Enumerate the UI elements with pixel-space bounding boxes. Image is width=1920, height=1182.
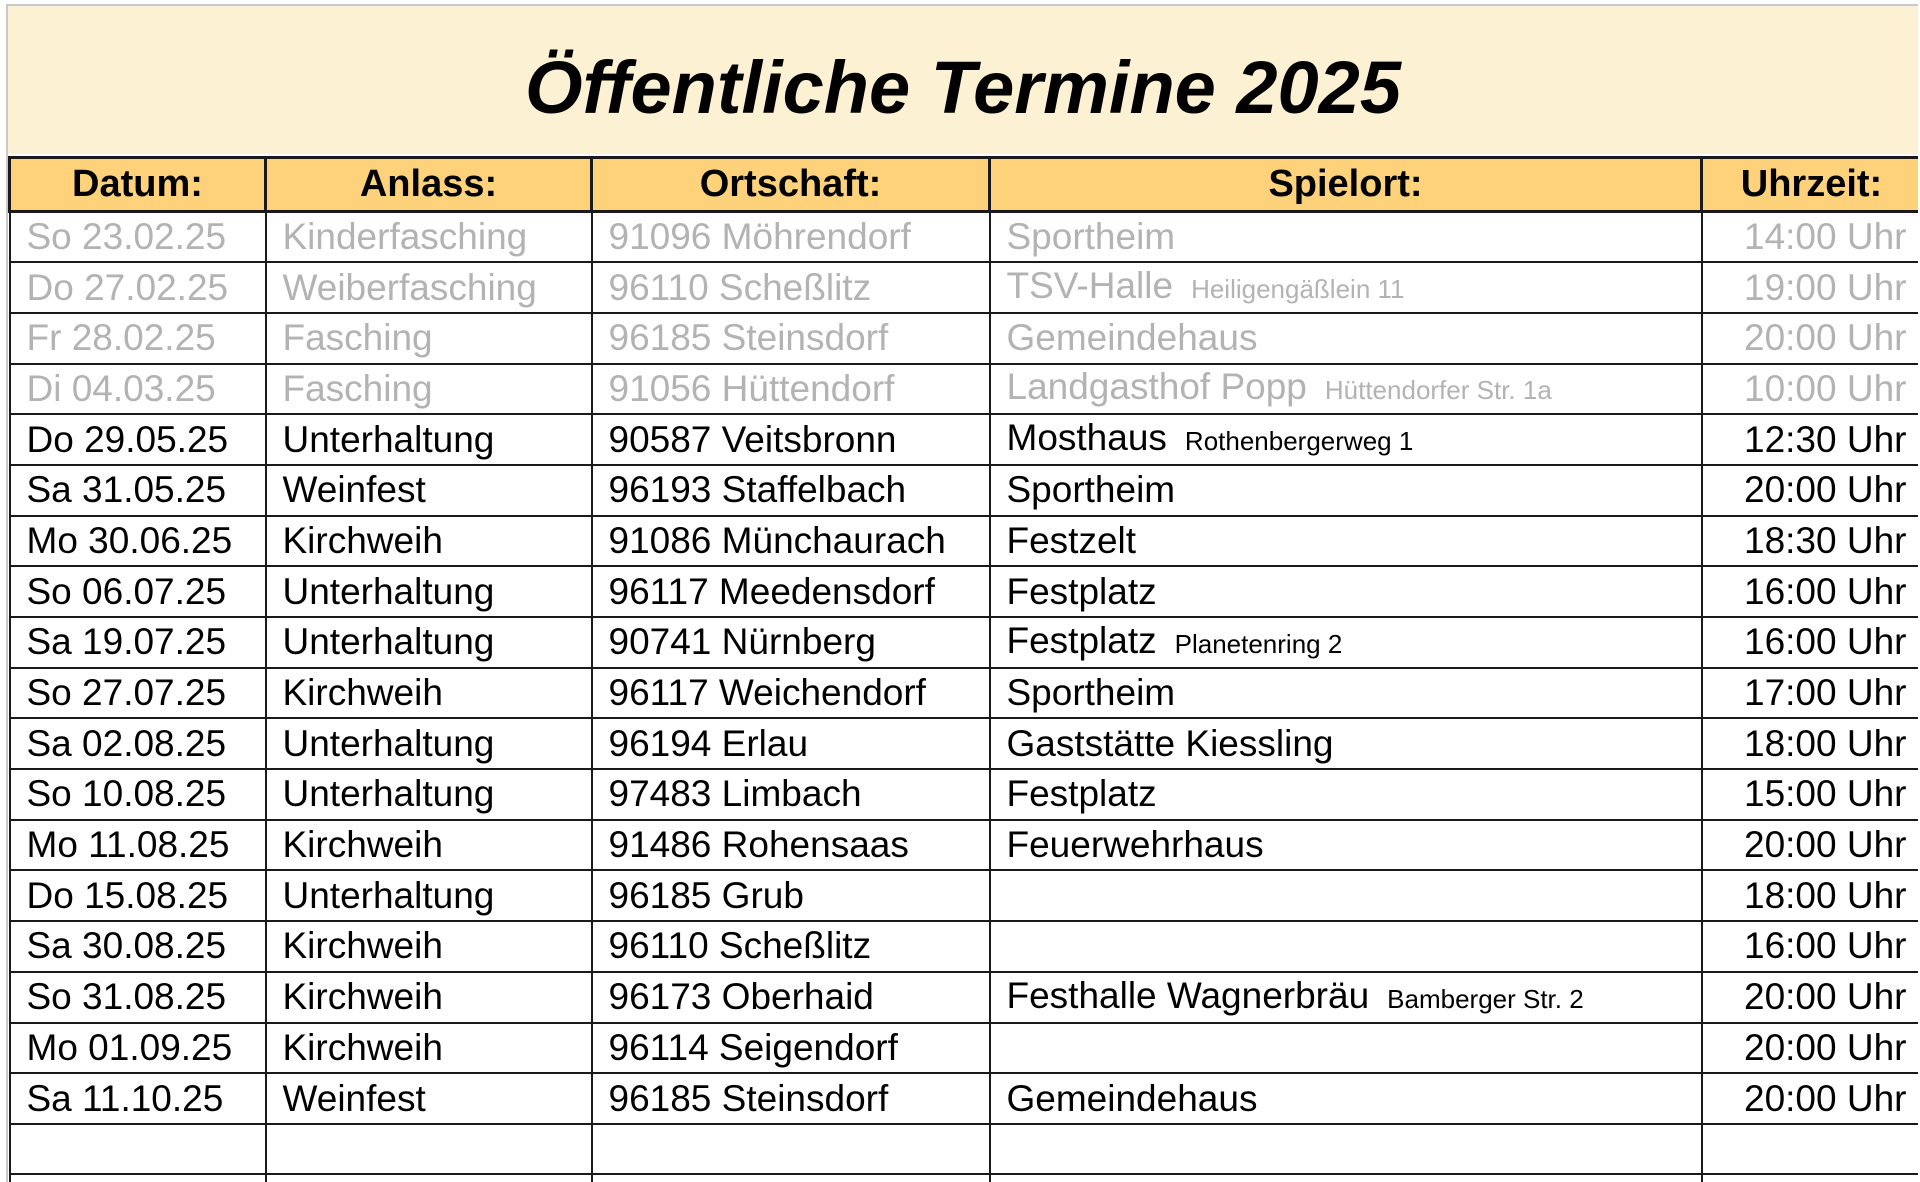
table-row bbox=[10, 668, 1919, 719]
cell-anlass: Unterhaltung bbox=[266, 414, 592, 465]
page-title: Öffentliche Termine 2025 bbox=[524, 46, 1401, 129]
table-row bbox=[10, 1023, 1919, 1074]
cell-datum: Do 29.05.25 bbox=[10, 414, 266, 465]
spielort-name: Sportheim bbox=[1006, 469, 1176, 511]
table-row bbox=[10, 516, 1919, 567]
cell-uhrzeit: 17:00 Uhr bbox=[1702, 668, 1919, 719]
cell-uhrzeit: 15:00 Uhr bbox=[1702, 769, 1919, 820]
empty-cell bbox=[592, 1124, 990, 1174]
cell-anlass: Kirchweih bbox=[266, 1023, 592, 1074]
cell-uhrzeit: 18:30 Uhr bbox=[1702, 516, 1919, 567]
spielort-name: Festplatz bbox=[1006, 619, 1157, 661]
cell-spielort bbox=[990, 262, 1702, 313]
cell-spielort bbox=[990, 516, 1702, 567]
cell-spielort bbox=[990, 820, 1702, 871]
cell-anlass: Weinfest bbox=[266, 1073, 592, 1124]
cell-spielort bbox=[990, 972, 1702, 1023]
empty-cell bbox=[1702, 1124, 1919, 1174]
cell-ortschaft: 91056 Hüttendorf bbox=[592, 364, 990, 415]
spielort-name: Festplatz bbox=[1006, 773, 1157, 815]
cell-ortschaft: 91096 Möhrendorf bbox=[592, 212, 990, 263]
header-uhrzeit: Uhrzeit: bbox=[1702, 158, 1919, 212]
cell-anlass: Weinfest bbox=[266, 465, 592, 516]
title-band bbox=[8, 6, 1918, 154]
spielort-name: Festzelt bbox=[1006, 519, 1137, 561]
empty-cell bbox=[266, 1124, 592, 1174]
cell-anlass: Unterhaltung bbox=[266, 566, 592, 617]
cell-uhrzeit: 18:00 Uhr bbox=[1702, 870, 1919, 921]
empty-cell bbox=[10, 1174, 266, 1182]
cell-datum: Di 04.03.25 bbox=[10, 364, 266, 415]
spielort-name: Gemeindehaus bbox=[1006, 1077, 1258, 1119]
cell-anlass: Kirchweih bbox=[266, 921, 592, 972]
cell-anlass: Unterhaltung bbox=[266, 617, 592, 668]
cell-anlass: Kinderfasching bbox=[266, 212, 592, 263]
cell-uhrzeit: 16:00 Uhr bbox=[1702, 617, 1919, 668]
header-ortschaft: Ortschaft: bbox=[592, 158, 990, 212]
cell-uhrzeit: 19:00 Uhr bbox=[1702, 262, 1919, 313]
table-row bbox=[10, 313, 1919, 364]
cell-ortschaft: 97483 Limbach bbox=[592, 769, 990, 820]
cell-spielort bbox=[990, 313, 1702, 364]
cell-datum: So 27.07.25 bbox=[10, 668, 266, 719]
table-row bbox=[10, 870, 1919, 921]
cell-spielort bbox=[990, 617, 1702, 668]
cell-anlass: Kirchweih bbox=[266, 668, 592, 719]
cell-ortschaft: 96185 Steinsdorf bbox=[592, 1073, 990, 1124]
cell-uhrzeit: 20:00 Uhr bbox=[1702, 465, 1919, 516]
cell-spielort bbox=[990, 414, 1702, 465]
empty-cell bbox=[592, 1174, 990, 1182]
cell-anlass: Unterhaltung bbox=[266, 769, 592, 820]
cell-datum: So 31.08.25 bbox=[10, 972, 266, 1023]
empty-cell bbox=[266, 1174, 592, 1182]
cell-datum: So 10.08.25 bbox=[10, 769, 266, 820]
schedule-sheet bbox=[6, 4, 1918, 1182]
spielort-name: Mosthaus bbox=[1006, 417, 1167, 459]
cell-datum: Do 27.02.25 bbox=[10, 262, 266, 313]
table-row bbox=[10, 769, 1919, 820]
schedule-table bbox=[8, 156, 1918, 1182]
cell-ortschaft: 96117 Meedensdorf bbox=[592, 566, 990, 617]
cell-spielort bbox=[990, 668, 1702, 719]
table-row bbox=[10, 212, 1919, 263]
cell-anlass: Fasching bbox=[266, 313, 592, 364]
table-row bbox=[10, 972, 1919, 1023]
table-row bbox=[10, 718, 1919, 769]
table-row bbox=[10, 364, 1919, 415]
table-row bbox=[10, 262, 1919, 313]
spielort-name: Sportheim bbox=[1006, 216, 1176, 258]
table-row bbox=[10, 921, 1919, 972]
schedule-body bbox=[10, 212, 1919, 1182]
cell-datum: Sa 11.10.25 bbox=[10, 1073, 266, 1124]
empty-cell bbox=[10, 1124, 266, 1174]
cell-spielort bbox=[990, 364, 1702, 415]
empty-cell bbox=[990, 1124, 1702, 1174]
cell-datum: Sa 31.05.25 bbox=[10, 465, 266, 516]
cell-ortschaft: 96110 Scheßlitz bbox=[592, 262, 990, 313]
cell-datum: Do 15.08.25 bbox=[10, 870, 266, 921]
spielort-name: Festplatz bbox=[1006, 570, 1157, 612]
cell-anlass: Fasching bbox=[266, 364, 592, 415]
empty-row bbox=[10, 1174, 1919, 1182]
cell-uhrzeit: 16:00 Uhr bbox=[1702, 566, 1919, 617]
empty-row bbox=[10, 1124, 1919, 1174]
cell-spielort bbox=[990, 921, 1702, 972]
cell-ortschaft: 90587 Veitsbronn bbox=[592, 414, 990, 465]
cell-ortschaft: 96114 Seigendorf bbox=[592, 1023, 990, 1074]
cell-uhrzeit: 12:30 Uhr bbox=[1702, 414, 1919, 465]
table-row bbox=[10, 617, 1919, 668]
cell-spielort bbox=[990, 870, 1702, 921]
cell-ortschaft: 96193 Staffelbach bbox=[592, 465, 990, 516]
cell-ortschaft: 96185 Grub bbox=[592, 870, 990, 921]
cell-ortschaft: 96173 Oberhaid bbox=[592, 972, 990, 1023]
cell-anlass: Weiberfasching bbox=[266, 262, 592, 313]
cell-spielort bbox=[990, 212, 1702, 263]
table-row bbox=[10, 820, 1919, 871]
cell-uhrzeit: 16:00 Uhr bbox=[1702, 921, 1919, 972]
cell-uhrzeit: 20:00 Uhr bbox=[1702, 313, 1919, 364]
header-anlass: Anlass: bbox=[266, 158, 592, 212]
spielort-name: Sportheim bbox=[1006, 672, 1176, 714]
cell-datum: So 23.02.25 bbox=[10, 212, 266, 263]
spielort-address: Heiligengäßlein 11 bbox=[1191, 274, 1405, 305]
cell-spielort bbox=[990, 769, 1702, 820]
header-row bbox=[10, 158, 1919, 212]
spielort-name: TSV-Halle bbox=[1006, 265, 1174, 307]
spielort-name: Feuerwehrhaus bbox=[1006, 824, 1264, 866]
cell-anlass: Kirchweih bbox=[266, 972, 592, 1023]
cell-uhrzeit: 20:00 Uhr bbox=[1702, 820, 1919, 871]
cell-spielort bbox=[990, 1073, 1702, 1124]
cell-uhrzeit: 14:00 Uhr bbox=[1702, 212, 1919, 263]
spielort-address: Bamberger Str. 2 bbox=[1387, 983, 1584, 1014]
cell-datum: Sa 19.07.25 bbox=[10, 617, 266, 668]
spielort-address: Planetenring 2 bbox=[1174, 628, 1343, 659]
spielort-name: Gemeindehaus bbox=[1006, 317, 1258, 359]
cell-ortschaft: 91086 Münchaurach bbox=[592, 516, 990, 567]
cell-ortschaft: 96110 Scheßlitz bbox=[592, 921, 990, 972]
cell-spielort bbox=[990, 566, 1702, 617]
cell-anlass: Unterhaltung bbox=[266, 870, 592, 921]
spielort-address: Hüttendorfer Str. 1a bbox=[1324, 375, 1552, 406]
table-row bbox=[10, 1073, 1919, 1124]
cell-uhrzeit: 20:00 Uhr bbox=[1702, 1023, 1919, 1074]
cell-datum: Sa 30.08.25 bbox=[10, 921, 266, 972]
cell-datum: Sa 02.08.25 bbox=[10, 718, 266, 769]
cell-anlass: Kirchweih bbox=[266, 516, 592, 567]
cell-ortschaft: 91486 Rohensaas bbox=[592, 820, 990, 871]
cell-uhrzeit: 18:00 Uhr bbox=[1702, 718, 1919, 769]
spielort-address: Rothenbergerweg 1 bbox=[1184, 426, 1414, 457]
cell-datum: Mo 01.09.25 bbox=[10, 1023, 266, 1074]
header-spielort: Spielort: bbox=[990, 158, 1702, 212]
cell-spielort bbox=[990, 465, 1702, 516]
cell-uhrzeit: 20:00 Uhr bbox=[1702, 1073, 1919, 1124]
spielort-name: Landgasthof Popp bbox=[1006, 366, 1307, 408]
cell-spielort bbox=[990, 1023, 1702, 1074]
cell-datum: Mo 30.06.25 bbox=[10, 516, 266, 567]
header-datum: Datum: bbox=[10, 158, 266, 212]
empty-cell bbox=[990, 1174, 1702, 1182]
cell-ortschaft: 96117 Weichendorf bbox=[592, 668, 990, 719]
cell-anlass: Unterhaltung bbox=[266, 718, 592, 769]
table-row bbox=[10, 566, 1919, 617]
cell-spielort bbox=[990, 718, 1702, 769]
cell-datum: Fr 28.02.25 bbox=[10, 313, 266, 364]
cell-ortschaft: 96194 Erlau bbox=[592, 718, 990, 769]
cell-uhrzeit: 10:00 Uhr bbox=[1702, 364, 1919, 415]
cell-datum: Mo 11.08.25 bbox=[10, 820, 266, 871]
table-row bbox=[10, 414, 1919, 465]
cell-ortschaft: 90741 Nürnberg bbox=[592, 617, 990, 668]
cell-ortschaft: 96185 Steinsdorf bbox=[592, 313, 990, 364]
cell-datum: So 06.07.25 bbox=[10, 566, 266, 617]
spielort-name: Festhalle Wagnerbräu bbox=[1006, 974, 1370, 1016]
spielort-name: Gaststätte Kiessling bbox=[1006, 722, 1334, 764]
cell-anlass: Kirchweih bbox=[266, 820, 592, 871]
empty-cell bbox=[1702, 1174, 1919, 1182]
cell-uhrzeit: 20:00 Uhr bbox=[1702, 972, 1919, 1023]
table-row bbox=[10, 465, 1919, 516]
